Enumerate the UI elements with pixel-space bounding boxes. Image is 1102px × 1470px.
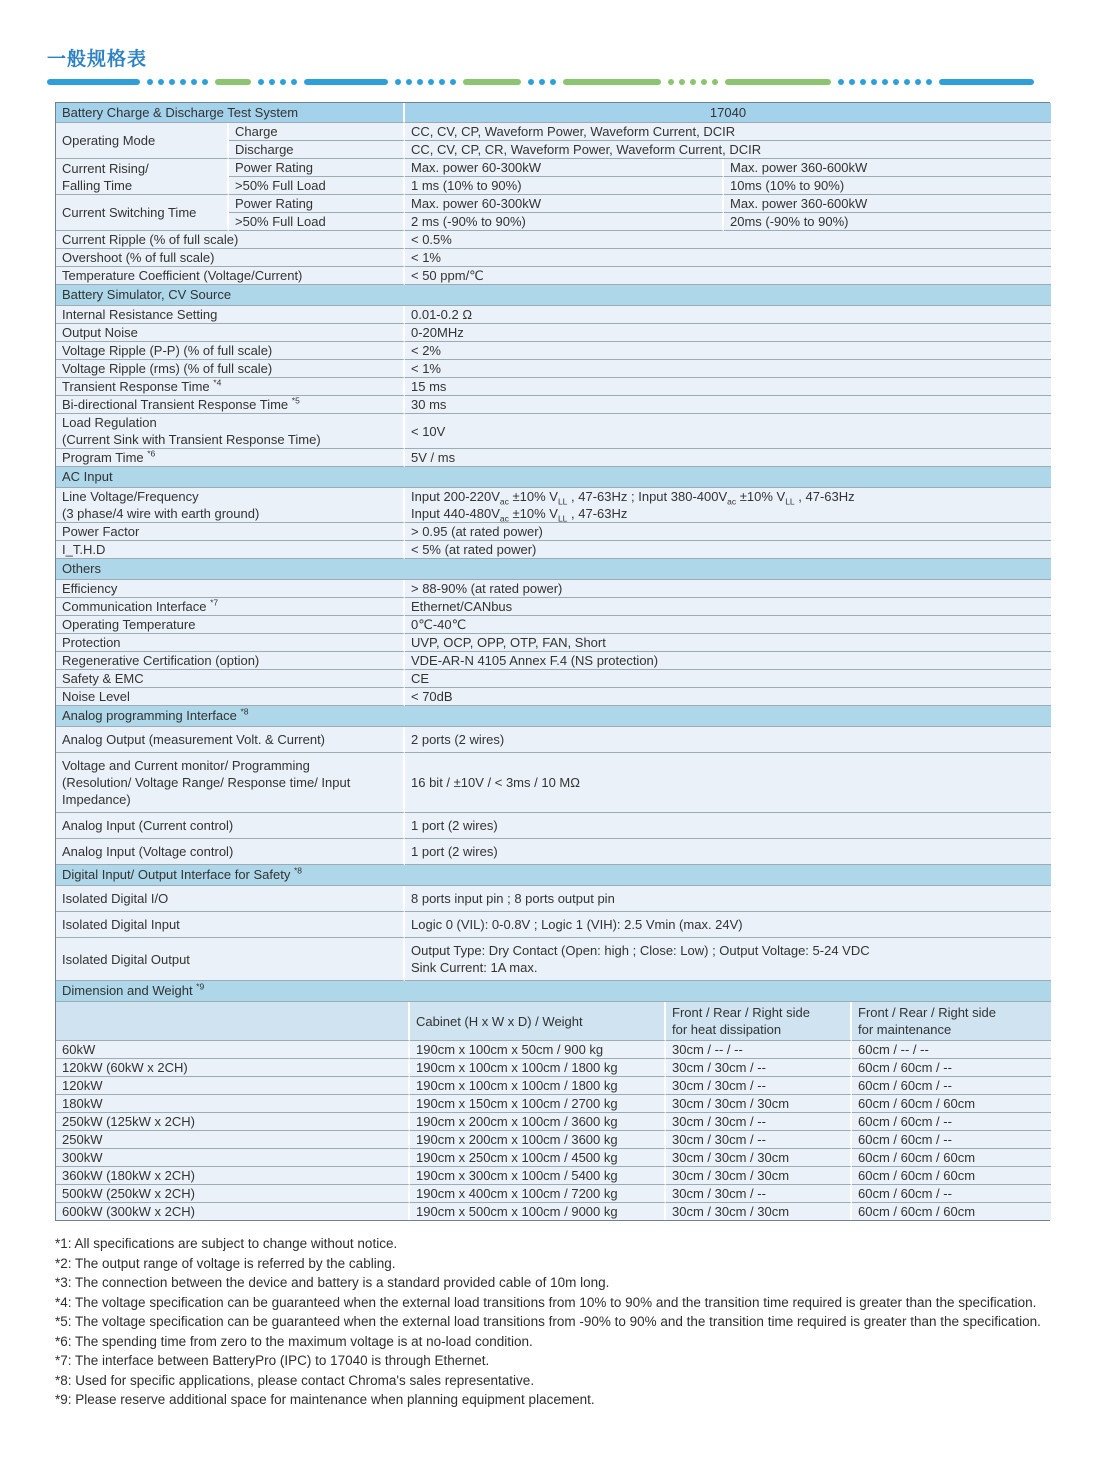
divider-dot	[882, 79, 888, 85]
divider-dot	[838, 79, 844, 85]
divider-dot	[690, 79, 696, 85]
table-row	[56, 1167, 1051, 1185]
spec-label-cell: Protection	[56, 634, 405, 652]
spec-label-cell: Temperature Coefficient (Voltage/Current)	[56, 267, 405, 285]
spec-val-cell: 30cm / 30cm / --	[666, 1185, 852, 1203]
table-row	[56, 1077, 1051, 1095]
spec-section-cell: Battery Simulator, CV Source	[56, 285, 1051, 306]
spec-label-cell: Communication Interface $^{*7}$	[56, 598, 405, 616]
divider-dash	[215, 79, 251, 85]
spec-sub-cell: Power Rating	[229, 195, 405, 213]
divider-dot	[893, 79, 899, 85]
divider-dot	[860, 79, 866, 85]
spec-val-cell: 60cm / -- / --	[852, 1041, 1051, 1059]
table-row	[56, 249, 1051, 267]
divider-dot	[450, 79, 456, 85]
divider-dots	[147, 79, 208, 85]
table-row	[56, 688, 1051, 706]
spec-label-cell: 360kW (180kW x 2CH)	[56, 1167, 410, 1185]
spec-val-cell: 10ms (10% to 90%)	[724, 177, 1051, 195]
spec-label-cell: Isolated Digital Output	[56, 938, 405, 981]
spec-val-cell: 2 ports (2 wires)	[405, 727, 1051, 753]
spec-val-cell: 190cm x 100cm x 100cm / 1800 kg	[410, 1059, 666, 1077]
spec-label-cell: Line Voltage/Frequency (3 phase/4 wire with earth ground)	[56, 488, 405, 523]
divider-dot	[439, 79, 445, 85]
table-row	[56, 839, 1051, 865]
table-row	[56, 981, 1051, 1002]
footnote: *1: All specifications are subject to change without notice.	[55, 1236, 398, 1251]
divider-dot	[158, 79, 164, 85]
spec-val-cell: 15 ms	[405, 378, 1051, 396]
divider-dot	[528, 79, 534, 85]
divider-dash	[939, 79, 1034, 85]
table-row	[56, 541, 1051, 559]
spec-val-cell: 190cm x 100cm x 50cm / 900 kg	[410, 1041, 666, 1059]
spec-sub-cell: Charge	[229, 123, 405, 141]
spec-label-cell: Power Factor	[56, 523, 405, 541]
divider-dot	[915, 79, 921, 85]
divider-dash	[725, 79, 831, 85]
table-row	[56, 523, 1051, 541]
table-row	[56, 1185, 1051, 1203]
spec-val-cell: Max. power 60-300kW	[405, 195, 724, 213]
spec-val-cell: 190cm x 200cm x 100cm / 3600 kg	[410, 1113, 666, 1131]
footnote: *3: The connection between the device and battery is a standard provided cable of 10m long.	[55, 1275, 610, 1290]
spec-val-cell: 0℃-40℃	[405, 616, 1051, 634]
spec-val-cell: 60cm / 60cm / 60cm	[852, 1167, 1051, 1185]
footnote: *6: The spending time from zero to the maximum voltage is at no-load condition.	[55, 1333, 533, 1349]
table-row	[56, 616, 1051, 634]
spec-val-cell: < 1%	[405, 360, 1051, 378]
footnote: *7: The interface between BatteryPro (IPC) to 17040 is through Ethernet.	[55, 1353, 490, 1368]
table-row	[56, 938, 1051, 981]
spec-section-cell: Dimension and Weight $^{*9}$	[56, 981, 1051, 1002]
spec-val-cell: 190cm x 250cm x 100cm / 4500 kg	[410, 1149, 666, 1167]
spec-label-cell: 500kW (250kW x 2CH)	[56, 1185, 410, 1203]
spec-sub-cell: Power Rating	[229, 159, 405, 177]
spec-val-cell: 30cm / 30cm / --	[666, 1077, 852, 1095]
spec-val-cell: 0.01-0.2 Ω	[405, 306, 1051, 324]
spec-label-cell: 120kW (60kW x 2CH)	[56, 1059, 410, 1077]
table-row	[56, 1203, 1051, 1220]
spec-table-wrap	[55, 102, 1050, 1221]
table-row	[56, 886, 1051, 912]
spec-val-cell: > 88-90% (at rated power)	[405, 580, 1051, 598]
spec-val-cell: 60cm / 60cm / 60cm	[852, 1095, 1051, 1113]
spec-val-cell: Ethernet/CANbus	[405, 598, 1051, 616]
spec-label-cell: Output Noise	[56, 324, 405, 342]
spec-val-cell: 1 port (2 wires)	[405, 813, 1051, 839]
spec-model-cell: 17040	[405, 103, 1051, 123]
spec-val-cell: 190cm x 100cm x 100cm / 1800 kg	[410, 1077, 666, 1095]
spec-val-cell: 60cm / 60cm / 60cm	[852, 1149, 1051, 1167]
table-row	[56, 449, 1051, 467]
divider-dot	[679, 79, 685, 85]
spec-label-cell: Isolated Digital I/O	[56, 886, 405, 912]
divider-dot	[701, 79, 707, 85]
footnote: *4: The voltage specification can be guaranteed when the external load transitions from 10% to 90% and the transition time required is greater than the specification.	[55, 1294, 1037, 1310]
spec-val-cell: 5V / ms	[405, 449, 1051, 467]
table-row	[56, 580, 1051, 598]
divider-dot	[202, 79, 208, 85]
spec-val-cell: < 2%	[405, 342, 1051, 360]
spec-label-cell: Analog Input (Voltage control)	[56, 839, 405, 865]
divider-dot	[926, 79, 932, 85]
divider-dots	[528, 79, 556, 85]
table-row	[56, 727, 1051, 753]
spec-label-cell: 600kW (300kW x 2CH)	[56, 1203, 410, 1220]
spec-val-cell: Max. power 60-300kW	[405, 159, 724, 177]
spec-val-cell: UVP, OCP, OPP, OTP, FAN, Short	[405, 634, 1051, 652]
spec-label-cell: Bi-directional Transient Response Time $^{*5}$	[56, 396, 405, 414]
spec-val-cell: < 1%	[405, 249, 1051, 267]
spec-val-cell: 2 ms (-90% to 90%)	[405, 213, 724, 231]
spec-label-cell: Load Regulation (Current Sink with Transient Response Time)	[56, 414, 405, 449]
divider-dot	[395, 79, 401, 85]
footnotes	[55, 1234, 1045, 1410]
table-row	[56, 670, 1051, 688]
spec-label-cell: 250kW (125kW x 2CH)	[56, 1113, 410, 1131]
divider-dot	[539, 79, 545, 85]
spec-label-cell: Internal Resistance Setting	[56, 306, 405, 324]
spec-col-header-cell: Cabinet (H x W x D) / Weight	[410, 1002, 666, 1041]
table-row	[56, 488, 1051, 523]
spec-sub-cell: >50% Full Load	[229, 213, 405, 231]
divider-dot	[191, 79, 197, 85]
spec-val-cell: 60cm / 60cm / --	[852, 1185, 1051, 1203]
divider-dot	[904, 79, 910, 85]
spec-val-cell: 1 port (2 wires)	[405, 839, 1051, 865]
spec-label-cell: Operating Temperature	[56, 616, 405, 634]
spec-label-cell: Voltage Ripple (rms) (% of full scale)	[56, 360, 405, 378]
spec-val-cell: < 10V	[405, 414, 1051, 449]
table-row	[56, 123, 1051, 141]
spec-val-cell: CC, CV, CP, CR, Waveform Power, Waveform Current, DCIR	[405, 141, 1051, 159]
spec-val-cell: 60cm / 60cm / --	[852, 1077, 1051, 1095]
spec-val-cell: 20ms (-90% to 90%)	[724, 213, 1051, 231]
spec-val-cell: 30cm / 30cm / --	[666, 1113, 852, 1131]
table-row	[56, 267, 1051, 285]
spec-val-cell: 1 ms (10% to 90%)	[405, 177, 724, 195]
table-row	[56, 753, 1051, 813]
spec-section-cell: Digital Input/ Output Interface for Safety $^{*8}$	[56, 865, 1051, 886]
spec-label-cell: Overshoot (% of full scale)	[56, 249, 405, 267]
spec-col-header-cell: Front / Rear / Right side for heat dissipation	[666, 1002, 852, 1041]
spec-val-cell: 190cm x 300cm x 100cm / 5400 kg	[410, 1167, 666, 1185]
table-row	[56, 103, 1051, 123]
spec-label-cell: Noise Level	[56, 688, 405, 706]
spec-val-cell: 30cm / 30cm / 30cm	[666, 1167, 852, 1185]
spec-label-cell: Current Ripple (% of full scale)	[56, 231, 405, 249]
table-row	[56, 813, 1051, 839]
footnote: *5: The voltage specification can be guaranteed when the external load transitions from -90% to 90% and the transition time required is greater than the specification.	[55, 1314, 1041, 1329]
spec-val-cell: 190cm x 200cm x 100cm / 3600 kg	[410, 1131, 666, 1149]
spec-label-cell: Safety & EMC	[56, 670, 405, 688]
spec-val-cell: 60cm / 60cm / --	[852, 1131, 1051, 1149]
divider-dots	[668, 79, 718, 85]
spec-val-cell: < 0.5%	[405, 231, 1051, 249]
spec-val-cell: Logic 0 (VIL): 0-0.8V ; Logic 1 (VIH): 2.5 Vmin (max. 24V)	[405, 912, 1051, 938]
divider-dash	[463, 79, 521, 85]
table-row	[56, 231, 1051, 249]
table-row	[56, 342, 1051, 360]
spec-val-cell: 30cm / 30cm / --	[666, 1059, 852, 1077]
table-row	[56, 1095, 1051, 1113]
table-row	[56, 360, 1051, 378]
spec-val-cell: 30cm / 30cm / 30cm	[666, 1203, 852, 1220]
table-row	[56, 652, 1051, 670]
spec-label-cell: 60kW	[56, 1041, 410, 1059]
spec-table-title-cell: Battery Charge & Discharge Test System	[56, 103, 405, 123]
table-row	[56, 414, 1051, 449]
divider-dot	[712, 79, 718, 85]
spec-diag-cell	[56, 1002, 410, 1041]
divider-dots	[838, 79, 932, 85]
spec-section-cell: Others	[56, 559, 1051, 580]
spec-val-cell: 0-20MHz	[405, 324, 1051, 342]
divider-dots	[395, 79, 456, 85]
spec-val-cell: 30cm / 30cm / --	[666, 1131, 852, 1149]
spec-label-cell: Voltage and Current monitor/ Programming (Resolution/ Voltage Range/ Response time/ Input Impedance)	[56, 753, 405, 813]
spec-val-cell: 30 ms	[405, 396, 1051, 414]
spec-val-cell: 30cm / 30cm / 30cm	[666, 1149, 852, 1167]
spec-table	[56, 103, 1051, 1002]
spec-label-cell: 250kW	[56, 1131, 410, 1149]
spec-val-cell: < 70dB	[405, 688, 1051, 706]
spec-col-header-cell: Front / Rear / Right side for maintenance	[852, 1002, 1051, 1041]
table-row	[56, 195, 1051, 213]
table-row	[56, 306, 1051, 324]
spec-label-cell: Transient Response Time $^{*4}$	[56, 378, 405, 396]
page-title: 一般规格表	[47, 49, 148, 70]
table-row	[56, 634, 1051, 652]
table-row	[56, 598, 1051, 616]
spec-section-cell: AC Input	[56, 467, 1051, 488]
spec-val-cell: CC, CV, CP, Waveform Power, Waveform Current, DCIR	[405, 123, 1051, 141]
divider-dot	[280, 79, 286, 85]
table-row	[56, 1041, 1051, 1059]
spec-label-cell: 180kW	[56, 1095, 410, 1113]
table-row	[56, 285, 1051, 306]
spec-val-cell: > 0.95 (at rated power)	[405, 523, 1051, 541]
table-row	[56, 1113, 1051, 1131]
spec-val-cell: 60cm / 60cm / --	[852, 1059, 1051, 1077]
spec-label-cell: 300kW	[56, 1149, 410, 1167]
spec-sub-cell: Discharge	[229, 141, 405, 159]
decorative-divider	[47, 78, 1050, 85]
divider-dash	[47, 79, 140, 85]
spec-val-cell: Max. power 360-600kW	[724, 159, 1051, 177]
divider-dots	[258, 79, 297, 85]
table-row	[56, 559, 1051, 580]
divider-dot	[269, 79, 275, 85]
spec-val-cell: 190cm x 150cm x 100cm / 2700 kg	[410, 1095, 666, 1113]
spec-label-cell: Analog Input (Current control)	[56, 813, 405, 839]
spec-val-cell: VDE-AR-N 4105 Annex F.4 (NS protection)	[405, 652, 1051, 670]
divider-dot	[417, 79, 423, 85]
footnote: *8: Used for specific applications, please contact Chroma's sales representative.	[55, 1372, 535, 1388]
spec-val-cell: 60cm / 60cm / --	[852, 1113, 1051, 1131]
spec-label-cell: 120kW	[56, 1077, 410, 1095]
spec-label-cell: Efficiency	[56, 580, 405, 598]
spec-val-cell: CE	[405, 670, 1051, 688]
spec-val-cell: 60cm / 60cm / 60cm	[852, 1203, 1051, 1220]
dimension-table	[56, 1002, 1051, 1220]
divider-dot	[147, 79, 153, 85]
spec-label-cell: Isolated Digital Input	[56, 912, 405, 938]
table-row	[56, 1149, 1051, 1167]
spec-label-cell: Voltage Ripple (P-P) (% of full scale)	[56, 342, 405, 360]
divider-dot	[871, 79, 877, 85]
table-row	[56, 706, 1051, 727]
table-row	[56, 378, 1051, 396]
table-row	[56, 159, 1051, 177]
spec-val-cell: 190cm x 500cm x 100cm / 9000 kg	[410, 1203, 666, 1220]
spec-val-cell: < 5% (at rated power)	[405, 541, 1051, 559]
spec-val-cell: 190cm x 400cm x 100cm / 7200 kg	[410, 1185, 666, 1203]
spec-val-cell: 8 ports input pin ; 8 ports output pin	[405, 886, 1051, 912]
footnote: *9: Please reserve additional space for maintenance when planning equipment placement.	[55, 1392, 595, 1407]
spec-label-cell: Analog Output (measurement Volt. & Current)	[56, 727, 405, 753]
spec-val-cell: Input $200-220V_{ac} \pm 10\%$ $V_{LL}$ , 47-63Hz ; Input $380-400V_{ac} \pm 10\%$ $V_{LL}$ , 47-63Hz Input $440-480V_{ac} \pm 10\%$ $V_{LL}$ , 47-63Hz	[405, 488, 1051, 523]
table-row	[56, 467, 1051, 488]
spec-val-cell: 30cm / 30cm / 30cm	[666, 1095, 852, 1113]
table-row	[56, 1059, 1051, 1077]
divider-dash	[304, 79, 388, 85]
spec-label-cell: Program Time $^{*6}$	[56, 449, 405, 467]
divider-dot	[291, 79, 297, 85]
spec-val-cell: Max. power 360-600kW	[724, 195, 1051, 213]
table-row	[56, 396, 1051, 414]
table-row	[56, 865, 1051, 886]
spec-label-cell: Current Rising/ Falling Time	[56, 159, 229, 195]
divider-dot	[428, 79, 434, 85]
spec-sub-cell: >50% Full Load	[229, 177, 405, 195]
spec-label-cell: Current Switching Time	[56, 195, 229, 231]
divider-dot	[550, 79, 556, 85]
table-row	[56, 324, 1051, 342]
table-row	[56, 912, 1051, 938]
table-row	[56, 1002, 1051, 1041]
divider-dash	[563, 79, 661, 85]
divider-dot	[169, 79, 175, 85]
divider-dot	[406, 79, 412, 85]
spec-val-cell: Output Type: Dry Contact (Open: high ; Close: Low) ; Output Voltage: 5-24 VDC Sink Current: 1A max.	[405, 938, 1051, 981]
spec-val-cell: < 50 ppm/℃	[405, 267, 1051, 285]
table-row	[56, 1131, 1051, 1149]
spec-label-cell: I_T.H.D	[56, 541, 405, 559]
footnote: *2: The output range of voltage is referred by the cabling.	[55, 1255, 396, 1271]
spec-label-cell: Operating Mode	[56, 123, 229, 159]
divider-dot	[258, 79, 264, 85]
divider-dot	[849, 79, 855, 85]
divider-dot	[668, 79, 674, 85]
spec-label-cell: Regenerative Certification (option)	[56, 652, 405, 670]
spec-val-cell: 30cm / -- / --	[666, 1041, 852, 1059]
spec-section-cell: Analog programming Interface $^{*8}$	[56, 706, 1051, 727]
spec-val-cell: 16 bit / ±10V / < 3ms / 10 MΩ	[405, 753, 1051, 813]
divider-dot	[180, 79, 186, 85]
